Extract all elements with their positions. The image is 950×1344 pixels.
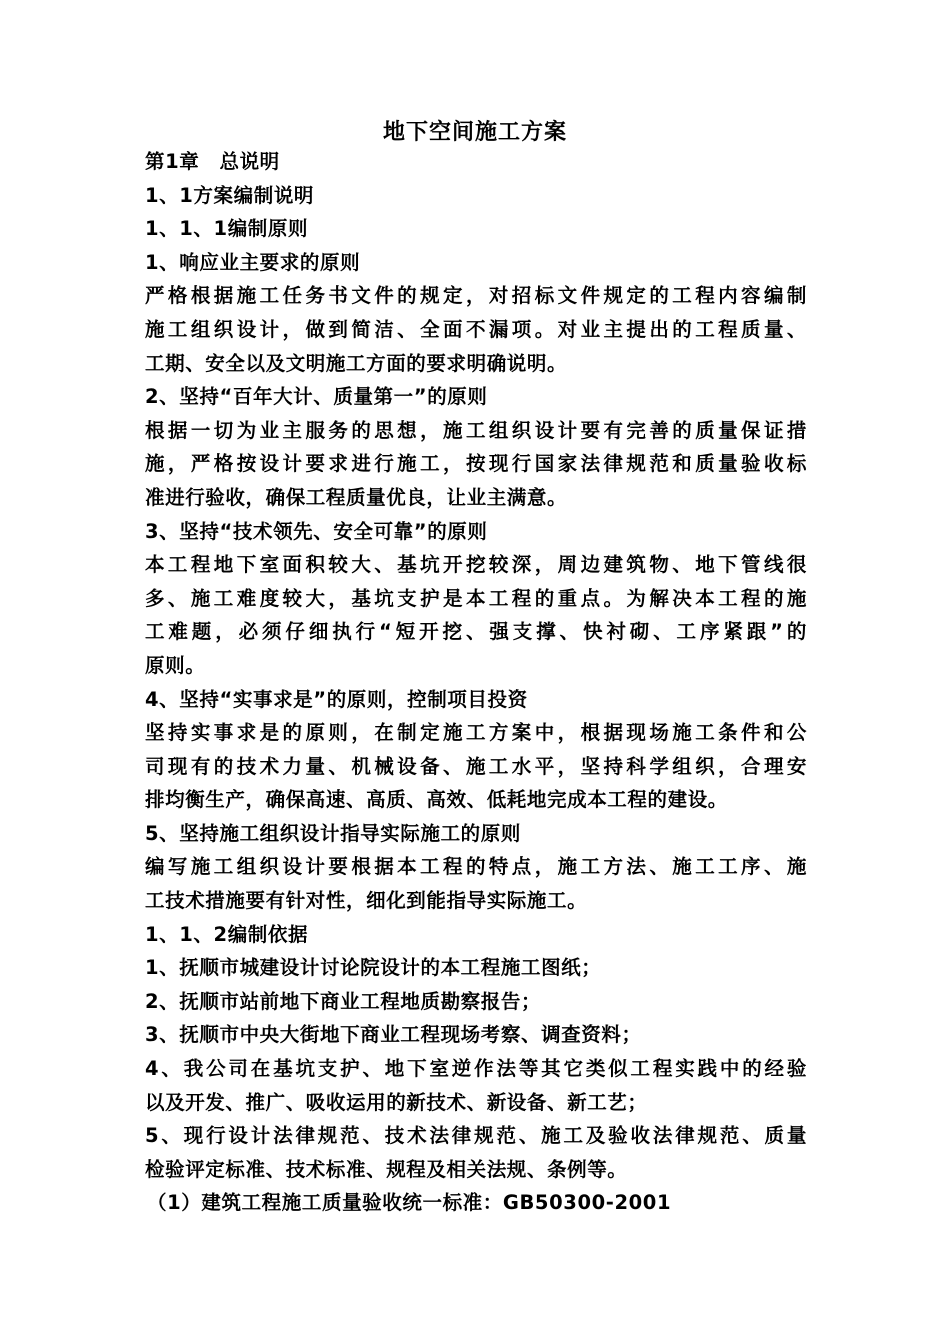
principle-heading: 3、坚持“技术领先、安全可靠”的原则 [145, 519, 488, 543]
basis-item-continued: 以及开发、推广、吸收运用的新技术、新设备、新工艺； [145, 1090, 648, 1114]
paragraph-line: 多、施工难度较大，基坑支护是本工程的重点。为解决本工程的施 [145, 586, 807, 610]
principle-heading: 1、响应业主要求的原则 [145, 250, 361, 274]
document-body [145, 145, 807, 1220]
basis-item: 2、抚顺市站前地下商业工程地质勘察报告； [145, 989, 542, 1013]
basis-item: 4、我公司在基坑支护、地下室逆作法等其它类似工程实践中的经验 [145, 1057, 807, 1081]
section-heading: 1、1方案编制说明 [145, 183, 315, 207]
principle-heading: 4、坚持“实事求是”的原则，控制项目投资 [145, 687, 528, 711]
standard-item: （1）建筑工程施工质量验收统一标准：GB50300-2001 [147, 1191, 672, 1215]
basis-item: 5、现行设计法律规范、技术法律规范、施工及验收法律规范、质量 [145, 1124, 807, 1148]
paragraph-line: 工难题，必须仔细执行“短开挖、强支撑、快衬砌、工序紧跟”的 [145, 620, 807, 644]
paragraph-line: 施，严格按设计要求进行施工，按现行国家法律规范和质量验收标 [145, 452, 807, 476]
paragraph-line: 原则。 [145, 653, 206, 677]
paragraph-line: 严格根据施工任务书文件的规定，对招标文件规定的工程内容编制 [145, 284, 807, 308]
chapter-heading: 第1章 总说明 [145, 150, 280, 173]
subsection-heading: 1、1、1编制原则 [145, 217, 309, 241]
document-title: 地下空间施工方案 [382, 120, 567, 145]
paragraph-line: 编写施工组织设计要根据本工程的特点，施工方法、施工工序、施 [145, 855, 807, 879]
basis-item: 3、抚顺市中央大街地下商业工程现场考察、调查资料； [145, 1023, 642, 1047]
principle-heading: 2、坚持“百年大计、质量第一”的原则 [145, 385, 488, 409]
paragraph-line: 司现有的技术力量、机械设备、施工水平，坚持科学组织，合理安 [145, 754, 807, 778]
paragraph-line: 本工程地下室面积较大、基坑开挖较深，周边建筑物、地下管线很 [145, 553, 807, 577]
basis-item-continued: 检验评定标准、技术标准、规程及相关法规、条例等。 [145, 1157, 628, 1181]
paragraph-line: 施工组织设计，做到简洁、全面不漏项。对业主提出的工程质量、 [145, 317, 807, 341]
paragraph-line: 坚持实事求是的原则，在制定施工方案中，根据现场施工条件和公 [145, 721, 807, 745]
principle-heading: 5、坚持施工组织设计指导实际施工的原则 [145, 821, 521, 845]
paragraph-line: 排均衡生产，确保高速、高质、高效、低耗地完成本工程的建设。 [145, 788, 728, 812]
basis-item: 1、抚顺市城建设计讨论院设计的本工程施工图纸； [145, 956, 602, 980]
paragraph-line: 根据一切为业主服务的思想，施工组织设计要有完善的质量保证措 [145, 418, 807, 442]
subsection-heading: 1、1、2编制依据 [145, 922, 309, 946]
paragraph-line: 工期、安全以及文明施工方面的要求明确说明。 [145, 351, 568, 375]
paragraph-line: 工技术措施要有针对性，细化到能指导实际施工。 [145, 889, 588, 913]
paragraph-line: 准进行验收，确保工程质量优良，让业主满意。 [145, 485, 568, 509]
